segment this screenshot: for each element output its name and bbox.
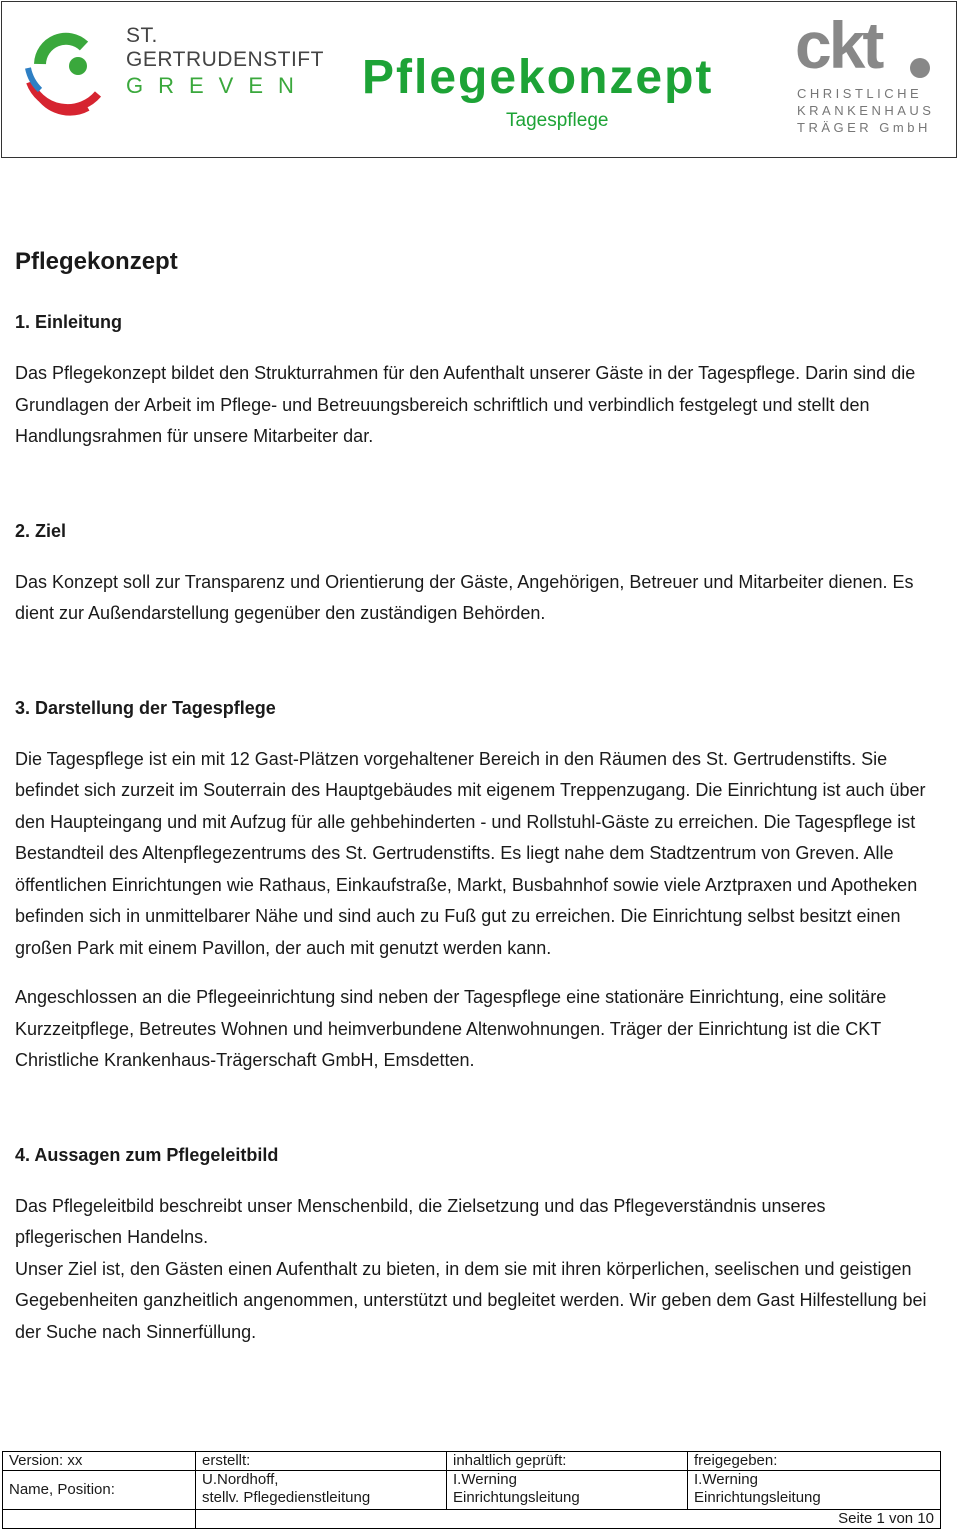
created-position: stellv. Pflegedienstleitung bbox=[202, 1489, 371, 1506]
name-position-label-cell: Name, Position: bbox=[3, 1471, 196, 1510]
approved-label-cell: freigegeben: bbox=[688, 1452, 941, 1471]
gertrudenstift-emblem-icon bbox=[24, 24, 114, 119]
checked-name: I.Werning bbox=[453, 1471, 517, 1488]
empty-cell bbox=[3, 1510, 196, 1529]
table-row bbox=[3, 1452, 941, 1471]
org-name-line2: GERTRUDENSTIFT bbox=[126, 48, 324, 71]
ckt-logo-mark: ckt bbox=[795, 8, 882, 82]
paragraph: Unser Ziel ist, den Gästen einen Aufenthalt zu bieten, in dem sie mit ihren körperlichen, seelischen und geistigen Gegebenheiten ganzheitlich angenommen, unterstützt und begleitet werden. Wir geben dem Gast Hilfestellung bei der Suche nach Sinnerfüllung. bbox=[15, 1258, 927, 1342]
created-label-cell: erstellt: bbox=[196, 1452, 447, 1471]
table-row bbox=[3, 1510, 941, 1529]
org-name-line3: GREVEN bbox=[126, 73, 309, 98]
paragraph: Das Konzept soll zur Transparenz und Orientierung der Gäste, Angehörigen, Betreuer und Mitarbeiter dienen. Es dient zur Außendarstellung gegenüber den zuständigen Behörden. bbox=[15, 571, 914, 623]
checked-label-cell: inhaltlich geprüft: bbox=[447, 1452, 688, 1471]
document-control-table bbox=[2, 1451, 941, 1529]
document-subtitle: Tagespflege bbox=[506, 110, 609, 131]
ckt-dot-icon bbox=[910, 58, 930, 78]
created-by-cell bbox=[196, 1471, 447, 1510]
document-header bbox=[1, 1, 957, 158]
approved-by-cell bbox=[688, 1471, 941, 1510]
ckt-line1: CHRISTLICHE bbox=[797, 86, 923, 101]
version-cell: Version: xx bbox=[3, 1452, 196, 1471]
approved-position: Einrichtungsleitung bbox=[694, 1489, 821, 1506]
checked-position: Einrichtungsleitung bbox=[453, 1489, 580, 1506]
section-heading-einleitung: 1. Einleitung bbox=[15, 312, 123, 332]
section-heading-pflegeleitbild: 4. Aussagen zum Pflegeleitbild bbox=[15, 1144, 279, 1165]
document-body bbox=[15, 248, 935, 1366]
org-name-line1: ST. bbox=[126, 24, 158, 47]
section-heading-darstellung: 3. Darstellung der Tagespflege bbox=[15, 697, 276, 718]
gertrudenstift-logo bbox=[24, 22, 324, 122]
page-number: Seite 1 von 10 bbox=[196, 1510, 941, 1529]
paragraph: Angeschlossen an die Pflegeeinrichtung sind neben der Tagespflege eine stationäre Einrichtung, eine solitäre Kurzzeitpflege, Betreutes Wohnen und heimverbundene Altenwohnungen. Träger der Einrichtung ist die CKT Christliche Krankenhaus-Trägerschaft GmbH, Emsdetten. bbox=[15, 987, 887, 1070]
created-name: U.Nordhoff, bbox=[202, 1471, 279, 1488]
paragraph: Das Pflegekonzept bildet den Strukturrahmen für den Aufenthalt unserer Gäste in der Tagespflege. Darin sind die Grundlagen der Arbeit im Pflege- und Betreuungsbereich schriftlich und verbindlich festgelegt und stellt den Handlungsrahmen für unsere Mitarbeiter dar. bbox=[15, 363, 916, 446]
table-row bbox=[3, 1471, 941, 1510]
paragraph: Die Tagespflege ist ein mit 12 Gast-Plätzen vorgehaltener Bereich in den Räumen des St. Gertrudenstifts. Sie befindet sich zurzeit im Souterrain des Hauptgebäudes mit eigenem Treppenzugang. Die Einrichtung ist auch über den Haupteingang und mit Aufzug für alle gehbehinderten - und Rollstuhl-Gäste zu erreichen. Die Tagespflege ist Bestandteil des Altenpflegezentrums des St. Gertrudenstifts. Es liegt nahe dem Stadtzentrum von Greven. Alle öffentlichen Einrichtungen wie Rathaus, Einkaufstraße, Markt, Busbahnhof sowie viele Arztpraxen und Apotheken befinden sich in unmittelbarer Nähe und sind auch zu Fuß gut zu erreichen. Die Einrichtung selbst besitzt einen großen Park mit einem Pavillon, der auch mit genutzt werden kann. bbox=[15, 748, 926, 958]
document-title: Pflegekonzept bbox=[362, 51, 714, 104]
approved-name: I.Werning bbox=[694, 1471, 758, 1488]
checked-by-cell bbox=[447, 1471, 688, 1510]
paragraph: Das Pflegeleitbild beschreibt unser Menschenbild, die Zielsetzung und das Pflegeverständnis unseres pflegerischen Handelns. bbox=[15, 1195, 826, 1247]
page-title: Pflegekonzept bbox=[15, 248, 178, 275]
section-heading-ziel: 2. Ziel bbox=[15, 520, 67, 541]
ckt-line2: KRANKENHAUS bbox=[797, 103, 935, 118]
ckt-logo bbox=[795, 8, 955, 142]
ckt-line3: TRÄGER GmbH bbox=[797, 120, 931, 135]
